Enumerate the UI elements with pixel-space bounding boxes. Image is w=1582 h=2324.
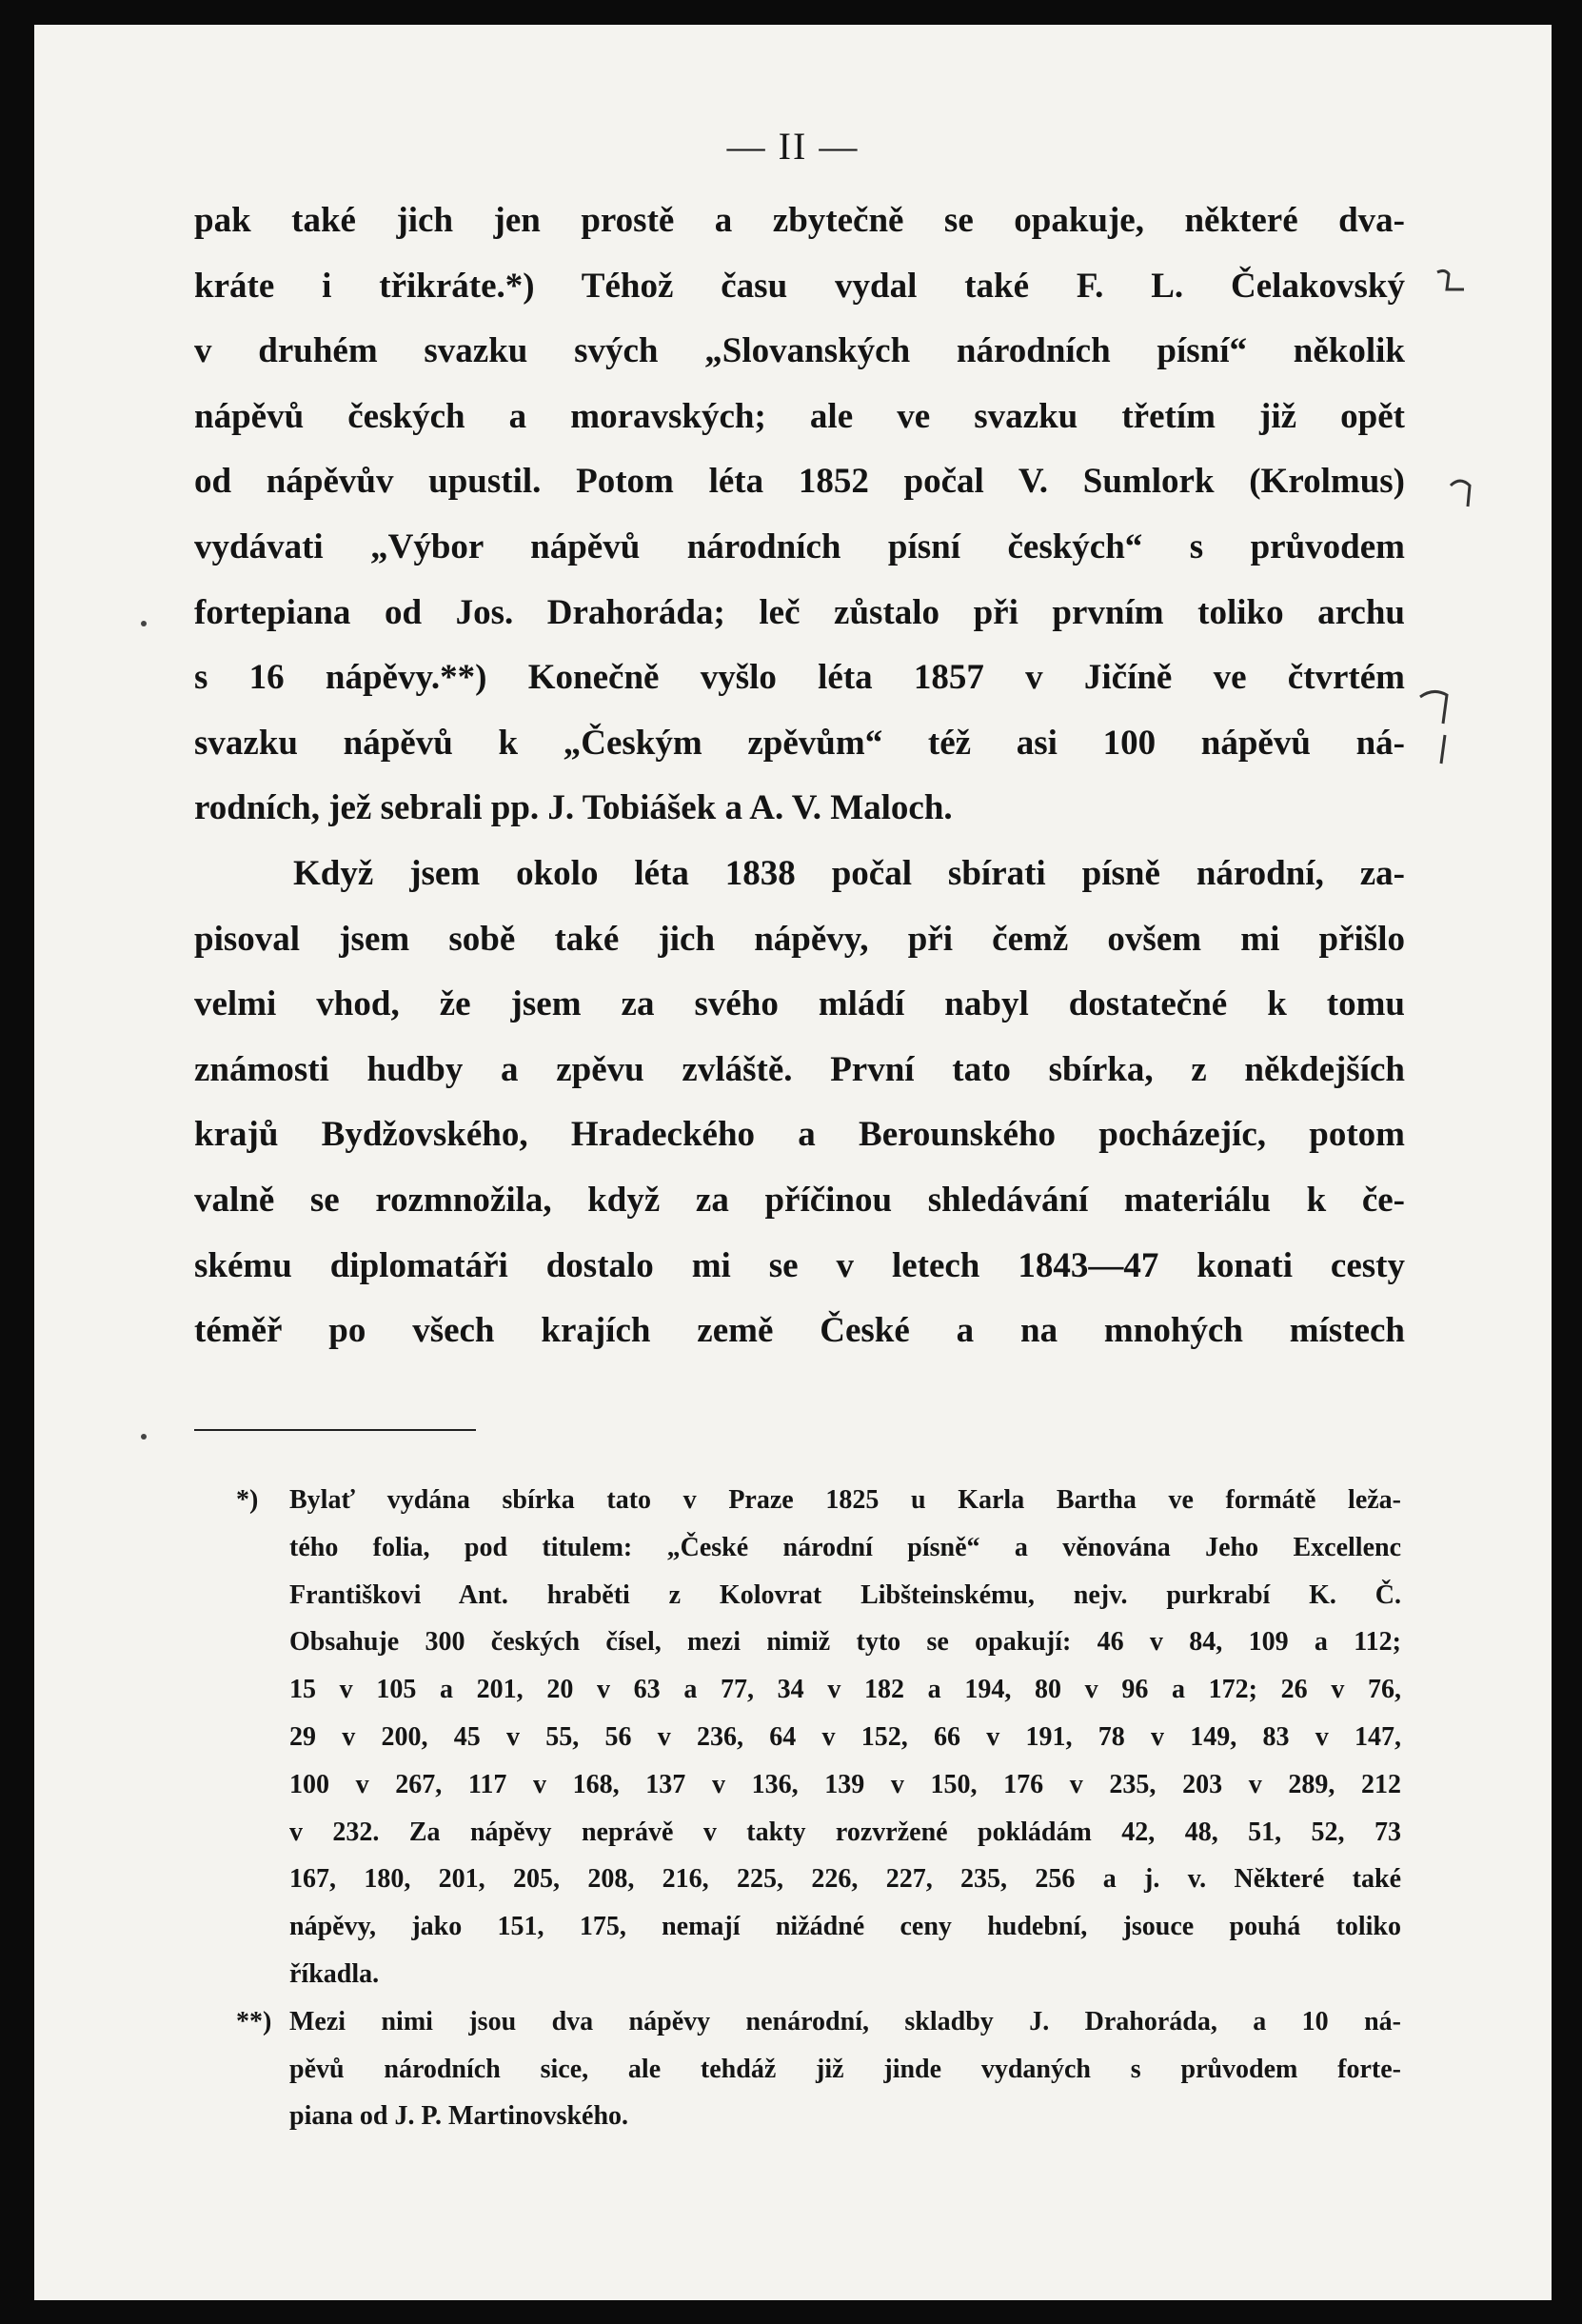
footnote-divider xyxy=(194,1429,476,1431)
margin-dot-icon xyxy=(139,619,148,628)
text-line: Když jsem okolo léta 1838 počal sbírati písně národní, za- xyxy=(293,853,1405,893)
footnote-line: 100 v 267, 117 v 168, 137 v 136, 139 v 150, 176 v 235, 203 v 289, 212 xyxy=(289,1769,1401,1799)
text-line: téměř po všech krajích země České a na mnohých místech xyxy=(194,1311,1405,1351)
text-line: nápěvů českých a moravských; ale ve svazku třetím již opět xyxy=(194,396,1405,436)
footnote-line: Bylať vydána sbírka tato v Praze 1825 u Karla Bartha ve formátě leža- xyxy=(289,1485,1401,1515)
footnote-line: 15 v 105 a 201, 20 v 63 a 77, 34 v 182 a 194, 80 v 96 a 172; 26 v 76, xyxy=(289,1675,1401,1705)
text-line: krajů Bydžovského, Hradeckého a Berounského pocházejíc, potom xyxy=(194,1115,1405,1155)
footnote-line: 29 v 200, 45 v 55, 56 v 236, 64 v 152, 66 v 191, 78 v 149, 83 v 147, xyxy=(289,1721,1401,1752)
text-line: fortepiana od Jos. Drahoráda; leč zůstalo při prvním toliko archu xyxy=(194,592,1405,632)
footnote-line: 167, 180, 201, 205, 208, 216, 225, 226, 227, 235, 256 a j. v. Některé také xyxy=(289,1864,1401,1895)
margin-dot-icon xyxy=(139,1432,148,1441)
footnote-line: tého folia, pod titulem: „České národní písně“ a věnována Jeho Excellenc xyxy=(289,1532,1401,1562)
margin-mark-icon xyxy=(1416,682,1464,767)
text-line: v druhém svazku svých „Slovanských národních písní“ několik xyxy=(194,331,1405,371)
text-line: pisoval jsem sobě také jich nápěvy, při čemž ovšem mi přišlo xyxy=(194,919,1405,959)
text-line: skému diplomatáři dostalo mi se v letech 1843—47 konati cesty xyxy=(194,1245,1405,1285)
page-number: — II — xyxy=(726,125,860,168)
footnotes xyxy=(236,1477,1401,2140)
footnote-line: v 232. Za nápěvy neprávě v takty rozvržené pokládám 42, 48, 51, 52, 73 xyxy=(289,1817,1401,1847)
footnote-2 xyxy=(236,1998,1401,2140)
main-text xyxy=(194,189,1405,1364)
text-line: pak také jich jen prostě a zbytečně se opakuje, některé dva- xyxy=(194,201,1405,240)
footnote-line: Mezi nimi jsou dva nápěvy nenárodní, skladby J. Drahoráda, a 10 ná- xyxy=(289,2006,1401,2036)
text-line: od nápěvův upustil. Potom léta 1852 počal V. Sumlork (Krolmus) xyxy=(194,462,1405,502)
footnote-mark: **) xyxy=(236,2006,272,2036)
text-line: velmi vhod, že jsem za svého mládí nabyl dostatečné k tomu xyxy=(194,984,1405,1024)
footnote-mark: *) xyxy=(236,1485,259,1515)
margin-mark-icon xyxy=(1432,261,1470,299)
book-page xyxy=(34,25,1552,2300)
text-line: rodních, jež sebrali pp. J. Tobiášek a A. V. Maloch. xyxy=(194,788,953,828)
footnote-line: Františkovi Ant. hraběti z Kolovrat Libšteinskému, nejv. purkrabí K. Č. xyxy=(289,1579,1401,1610)
margin-mark-icon xyxy=(1447,474,1481,512)
text-line: svazku nápěvů k „Českým zpěvům“ též asi 100 nápěvů ná- xyxy=(194,723,1405,763)
text-line: s 16 nápěvy.**) Konečně vyšlo léta 1857 v Jičíně ve čtvrtém xyxy=(194,658,1405,698)
text-line: vydávati „Výbor nápěvů národních písní českých“ s průvodem xyxy=(194,526,1405,566)
footnote-line: pěvů národních sice, ale tehdáž již jinde vydaných s průvodem forte- xyxy=(289,2054,1401,2084)
footnote-line: Obsahuje 300 českých čísel, mezi nimiž tyto se opakují: 46 v 84, 109 a 112; xyxy=(289,1627,1401,1658)
text-line: valně se rozmnožila, když za příčinou shledávání materiálu k če- xyxy=(194,1180,1405,1220)
footnote-line: piana od J. P. Martinovského. xyxy=(289,2101,629,2132)
text-line: kráte i třikráte.*) Téhož času vydal také F. L. Čelakovský xyxy=(194,266,1405,306)
text-line: známosti hudby a zpěvu zvláště. První tato sbírka, z někdejších xyxy=(194,1049,1405,1089)
footnote-1 xyxy=(236,1477,1401,1998)
footnote-line: říkadla. xyxy=(289,1958,380,1989)
footnote-line: nápěvy, jako 151, 175, nemají nižádné ceny hudební, jsouce pouhá toliko xyxy=(289,1912,1401,1942)
